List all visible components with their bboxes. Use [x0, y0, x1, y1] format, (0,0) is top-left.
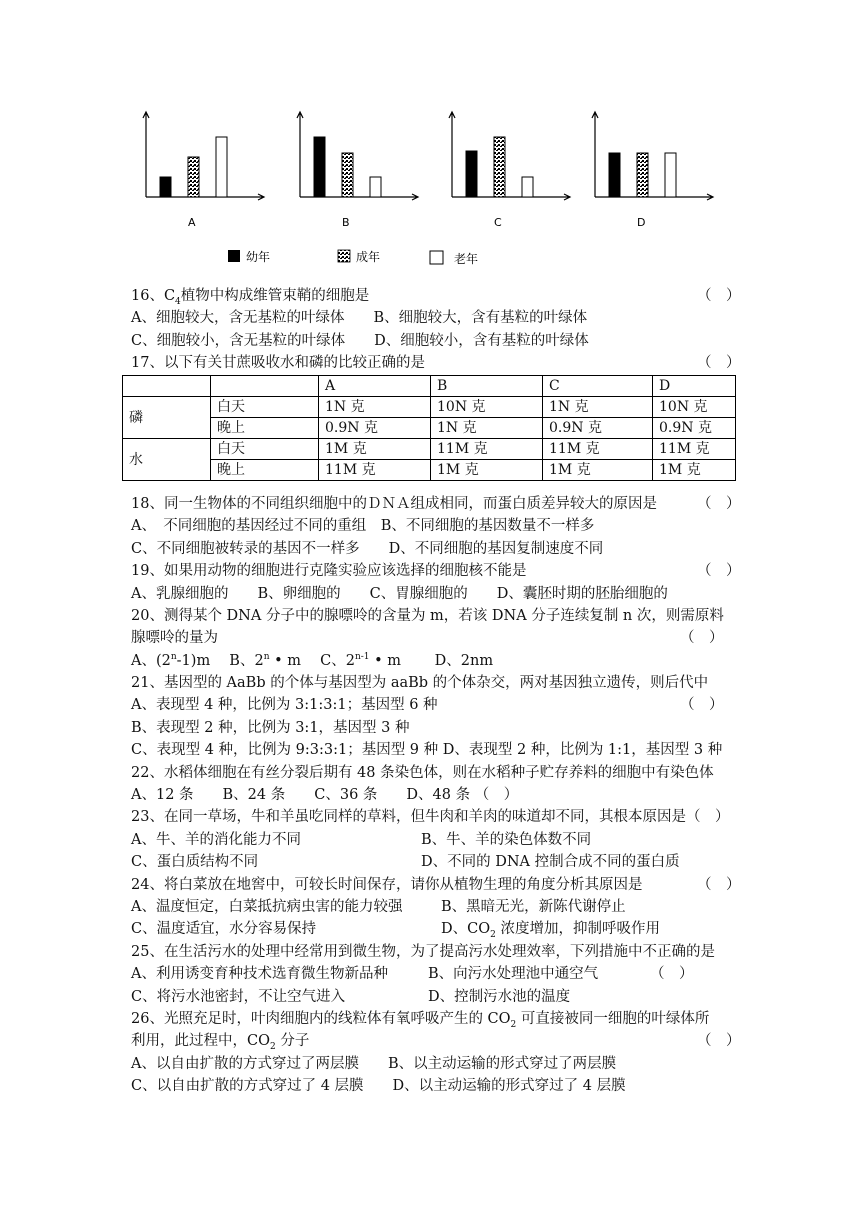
q16-options-cd: C、细胞较小，含无基粒的叶绿体 D、细胞较小，含有基粒的叶绿体: [131, 333, 589, 349]
q26-answer-paren[interactable]: （ ）: [697, 1033, 741, 1049]
q19-options: A、乳腺细胞的 B、卵细胞的 C、胃腺细胞的 D、囊胚时期的胚胎细胞的: [131, 586, 668, 602]
q26-stem-cont: 利用，此过程中，$CO_2$ 分子: [131, 1033, 310, 1052]
q24-stem: 24、将白菜放在地窖中，可较长时间保存，请你从植物生理的角度分析其原因是: [131, 877, 643, 893]
q25-option-d: D、控制污水池的温度: [428, 989, 571, 1005]
table-cell: 11M 克: [653, 439, 736, 460]
bar-D-series-0: [609, 153, 620, 197]
table-header-cell: B: [431, 376, 543, 397]
q18-options-cd: C、不同细胞被转录的基因不一样多 D、不同细胞的基因复制速度不同: [131, 541, 604, 557]
table-cell: 晚上: [211, 460, 319, 481]
table-cell: 1M 克: [431, 460, 543, 481]
q19-stem: 19、如果用动物的细胞进行克隆实验应该选择的细胞核不能是: [131, 563, 527, 579]
q19-answer-paren[interactable]: （ ）: [697, 563, 741, 579]
q23-stem: 23、在同一草场，牛和羊虽吃同样的草料，但牛肉和羊肉的味道却不同，其根本原因是（ ）: [131, 809, 730, 825]
table-cell: 11M 克: [431, 439, 543, 460]
q20-stem-cont: 腺嘌呤的量为: [131, 630, 218, 646]
population-age-charts: [130, 100, 730, 280]
legend-adult-label: 成年: [356, 250, 381, 264]
table-row: [123, 397, 736, 418]
legend-young-label: 幼年: [246, 250, 271, 264]
q18-options-ab: A、 不同细胞的基因经过不同的重组 B、不同细胞的基因数量不一样多: [131, 518, 595, 534]
table-header-row: [123, 376, 736, 397]
q17-table: [122, 375, 736, 481]
legend-adult-swatch: [338, 250, 350, 262]
table-cell: 11M 克: [543, 439, 653, 460]
q25-stem: 25、在生活污水的处理中经常用到微生物，为了提高污水处理效率，下列措施中不正确的是: [131, 944, 715, 960]
table-cell: 1N 克: [431, 418, 543, 439]
q17-answer-paren[interactable]: （ ）: [697, 355, 741, 371]
bar-B-series-1: [342, 153, 353, 197]
table-cell: 1M 克: [319, 439, 431, 460]
table-cell: 1M 克: [653, 460, 736, 481]
table-group-phosphorus: 磷: [123, 397, 211, 439]
q18-answer-paren[interactable]: （ ）: [697, 496, 741, 512]
bar-B-series-2: [370, 177, 381, 197]
table-cell: 0.9N 克: [319, 418, 431, 439]
q16-stem: 16、$C_4$植物中构成维管束鞘的细胞是: [131, 288, 370, 307]
bar-A-series-2: [216, 137, 227, 197]
chart-category-label-A: A: [188, 216, 196, 229]
bar-A-series-0: [160, 177, 171, 197]
table-cell: 0.9N 克: [653, 418, 736, 439]
legend-old-swatch: [430, 251, 443, 264]
table-cell: 0.9N 克: [543, 418, 653, 439]
bar-A-series-1: [188, 157, 199, 197]
table-header-cell: C: [543, 376, 653, 397]
q23-option-a: A、牛、羊的消化能力不同: [131, 832, 301, 848]
table-header-cell: [123, 376, 211, 397]
chart-category-label-C: C: [494, 216, 502, 229]
chart-category-label-B: B: [342, 216, 350, 229]
table-cell: 11M 克: [319, 460, 431, 481]
q17-stem: 17、以下有关甘蔗吸收水和磷的比较正确的是: [131, 355, 425, 371]
q23-option-b: B、牛、羊的染色体数不同: [421, 832, 592, 848]
q26-options-cd: C、以自由扩散的方式穿过了 4 层膜 D、以主动运输的形式穿过了 4 层膜: [131, 1078, 626, 1094]
table-cell: 1M 克: [543, 460, 653, 481]
bar-D-series-1: [637, 153, 648, 197]
q21-option-cd: C、表现型 4 种，比例为 9:3:3:1；基因型 9 种 D、表现型 2 种，比例为 1:1，基因型 3 种: [131, 742, 723, 758]
q24-option-c: C、温度适宜，水分容易保持: [131, 921, 317, 937]
q21-option-b: B、表现型 2 种，比例为 3:1，基因型 3 种: [131, 720, 410, 736]
q16-answer-paren[interactable]: （ ）: [697, 288, 741, 304]
table-header-cell: A: [319, 376, 431, 397]
table-row: [123, 439, 736, 460]
bar-D-series-2: [665, 153, 676, 197]
table-cell: 白天: [211, 397, 319, 418]
q20-options: A、(2$^n$-1)m B、2$^n$ • m C、2$^{n-1}$ • m D、2nm: [131, 652, 494, 669]
q25-answer-paren[interactable]: （ ）: [650, 966, 694, 982]
table-header-cell: D: [653, 376, 736, 397]
q24-option-d: D、$CO_2$ 浓度增加，抑制呼吸作用: [441, 921, 660, 940]
q18-stem: 18、同一生物体的不同组织细胞中的ＤＮＡ组成相同，而蛋白质差异较大的原因是: [131, 496, 657, 512]
chart-category-label-D: D: [637, 216, 646, 229]
table-header-cell: [211, 376, 319, 397]
q24-option-b: B、黑暗无光，新陈代谢停止: [441, 899, 626, 915]
q16-options-ab: A、细胞较大，含无基粒的叶绿体 B、细胞较大，含有基粒的叶绿体: [131, 310, 588, 326]
q22-options: A、12 条 B、24 条 C、36 条 D、48 条 （ ）: [131, 787, 519, 803]
bar-C-series-1: [494, 137, 505, 197]
q20-answer-paren[interactable]: （ ）: [680, 630, 724, 646]
table-group-water: 水: [123, 439, 211, 481]
q23-option-c: C、蛋白质结构不同: [131, 854, 259, 870]
q26-options-ab: A、以自由扩散的方式穿过了两层膜 B、以主动运输的形式穿过了两层膜: [131, 1056, 617, 1072]
q24-answer-paren[interactable]: （ ）: [697, 877, 741, 893]
bar-C-series-0: [466, 151, 477, 197]
q21-option-a: A、表现型 4 种，比例为 3:1:3:1；基因型 6 种: [131, 697, 438, 713]
table-row: [123, 460, 736, 481]
bar-B-series-0: [314, 137, 325, 197]
q22-stem: 22、水稻体细胞在有丝分裂后期有 48 条染色体，则在水稻种子贮存养料的细胞中有染色体: [131, 765, 714, 781]
table-cell: 1N 克: [543, 397, 653, 418]
q24-option-a: A、温度恒定，白菜抵抗病虫害的能力较强: [131, 899, 403, 915]
q25-option-c: C、将污水池密封，不让空气进入: [131, 989, 346, 1005]
legend-old-label: 老年: [454, 252, 479, 266]
q26-stem: 26、光照充足时，叶肉细胞内的线粒体有氧呼吸产生的 $CO_2$ 可直接被同一细胞的叶绿体所: [131, 1011, 710, 1030]
q21-answer-paren[interactable]: （ ）: [680, 697, 724, 713]
q23-option-d: D、不同的 DNA 控制合成不同的蛋白质: [421, 854, 680, 870]
table-cell: 晚上: [211, 418, 319, 439]
table-cell: 10N 克: [653, 397, 736, 418]
table-cell: 1N 克: [319, 397, 431, 418]
q20-stem: 20、测得某个 DNA 分子中的腺嘌呤的含量为 m，若该 DNA 分子连续复制 n 次，则需原料: [131, 608, 724, 624]
table-cell: 白天: [211, 439, 319, 460]
table-row: [123, 418, 736, 439]
bar-C-series-2: [522, 177, 533, 197]
q25-option-a: A、利用诱变育种技术选育微生物新品种: [131, 966, 388, 982]
q25-option-b: B、向污水处理池中通空气: [428, 966, 599, 982]
q21-stem: 21、基因型的 AaBb 的个体与基因型为 aaBb 的个体杂交，两对基因独立遗传，则后代中: [131, 675, 709, 691]
legend-young-swatch: [228, 250, 240, 262]
table-cell: 10N 克: [431, 397, 543, 418]
